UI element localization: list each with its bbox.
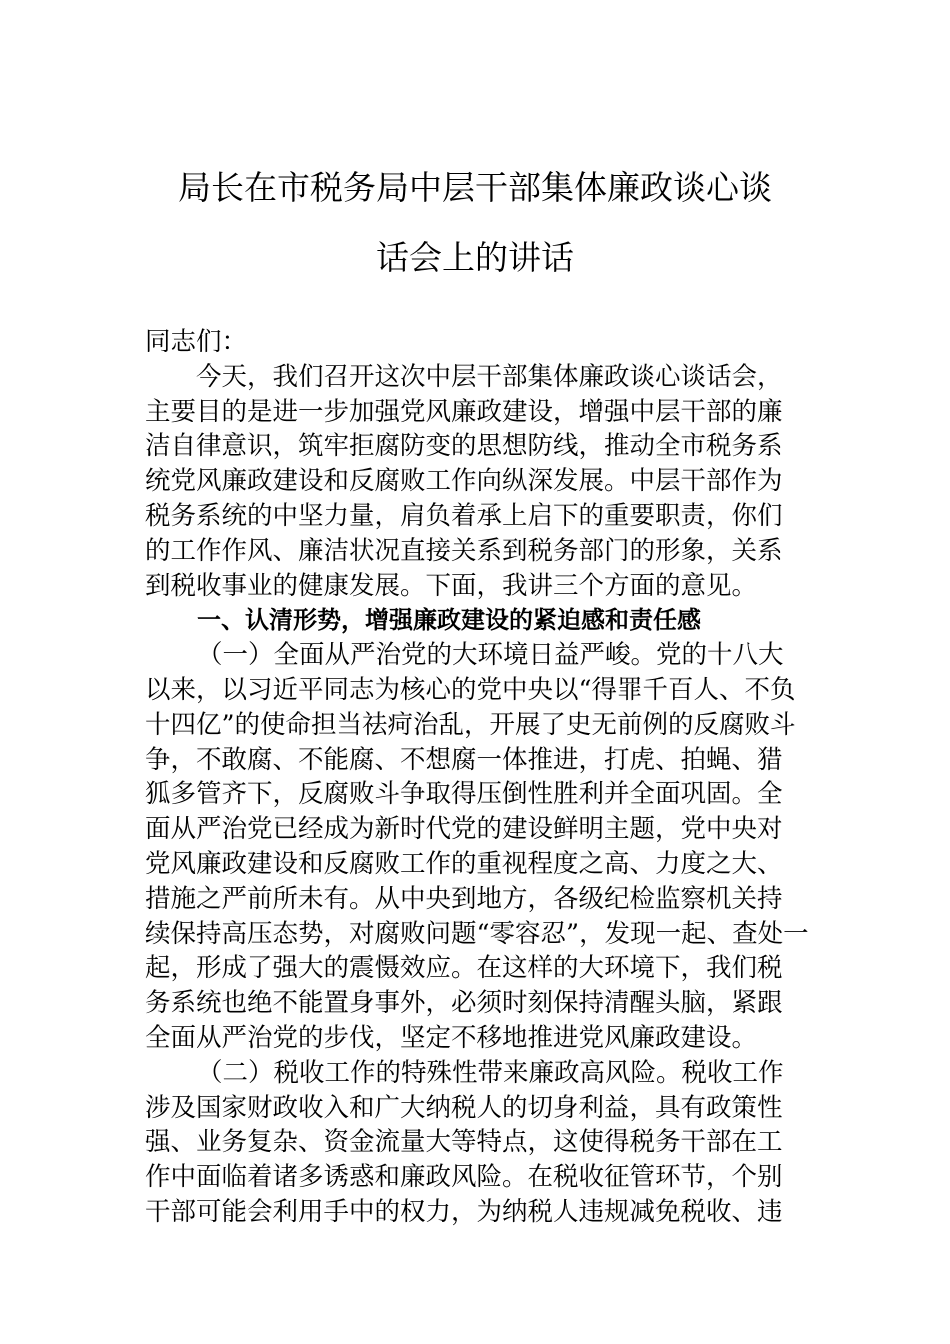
paragraph-line: （二）税收工作的特殊性带来廉政高风险。税收工作	[197, 1057, 784, 1088]
paragraph-line: 统党风廉政建设和反腐败工作向纵深发展。中层干部作为	[145, 466, 783, 497]
paragraph-line: 续保持高压态势，对腐败问题“零容忍”，发现一起、查处一	[145, 918, 809, 949]
paragraph-line: 十四亿”的使命担当祛疴治乱，开展了史无前例的反腐败斗	[145, 709, 796, 740]
paragraph-line: 主要目的是进一步加强党风廉政建设，增强中层干部的廉	[145, 396, 783, 427]
paragraph-line: 面从严治党已经成为新时代党的建设鲜明主题，党中央对	[145, 814, 783, 845]
paragraph-line: 争，不敢腐、不能腐、不想腐一体推进，打虎、拍蝇、猎	[145, 744, 783, 775]
paragraph-line: 税务系统的中坚力量，肩负着承上启下的重要职责，你们	[145, 500, 783, 531]
paragraph-line: 以来，以习近平同志为核心的党中央以“得罪千百人、不负	[145, 674, 796, 705]
section-heading-1: 一、认清形势，增强廉政建设的紧迫感和责任感	[197, 606, 701, 635]
paragraph-line: 洁自律意识，筑牢拒腐防变的思想防线，推动全市税务系	[145, 431, 783, 462]
paragraph-line: 起，形成了强大的震慑效应。在这样的大环境下，我们税	[145, 953, 783, 984]
paragraph-line: 涉及国家财政收入和广大纳税人的切身利益，具有政策性	[145, 1092, 783, 1123]
paragraph-line: 到税收事业的健康发展。下面，我讲三个方面的意见。	[145, 570, 758, 601]
paragraph-line: 务系统也绝不能置身事外，必须时刻保持清醒头脑，紧跟	[145, 988, 783, 1019]
paragraph-line: 今天，我们召开这次中层干部集体廉政谈心谈话会，	[145, 361, 783, 392]
paragraph-line: （一）全面从严治党的大环境日益严峻。党的十八大	[197, 640, 784, 671]
paragraph-line: 党风廉政建设和反腐败工作的重视程度之高、力度之大、	[145, 848, 783, 879]
paragraph-line: 的工作作风、廉洁状况直接关系到税务部门的形象，关系	[145, 535, 783, 566]
paragraph-line: 狐多管齐下，反腐败斗争取得压倒性胜利并全面巩固。全	[145, 779, 783, 810]
document-title-line-2: 话会上的讲话	[376, 238, 574, 277]
document-body	[145, 325, 809, 1230]
document-title-line-1: 局长在市税务局中层干部集体廉政谈心谈	[178, 168, 772, 207]
salutation: 同志们：	[145, 327, 248, 357]
paragraph-line: 措施之严前所未有。从中央到地方，各级纪检监察机关持	[145, 883, 783, 914]
paragraph-line: 作中面临着诸多诱惑和廉政风险。在税收征管环节，个别	[145, 1162, 783, 1193]
paragraph-line: 全面从严治党的步伐，坚定不移地推进党风廉政建设。	[145, 1022, 758, 1053]
paragraph-line: 强、业务复杂、资金流量大等特点，这使得税务干部在工	[145, 1127, 783, 1158]
paragraph-line: 干部可能会利用手中的权力，为纳税人违规减免税收、违	[145, 1196, 783, 1227]
